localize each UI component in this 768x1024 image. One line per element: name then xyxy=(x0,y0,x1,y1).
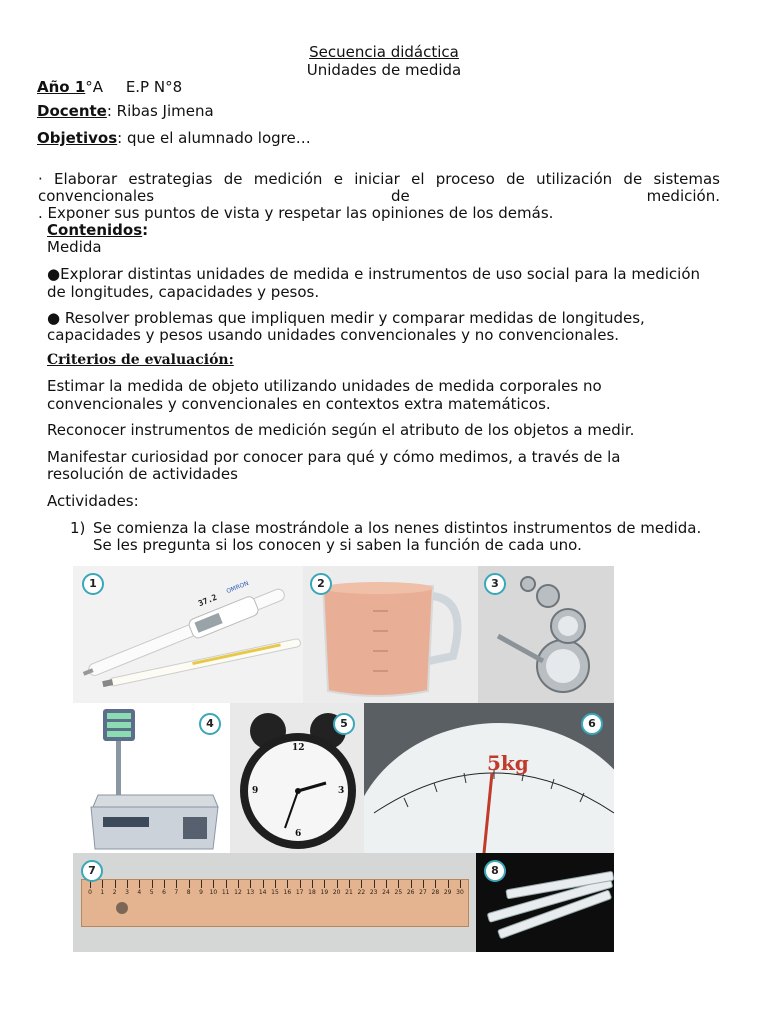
ruler-number: 12 xyxy=(234,889,242,896)
ruler-tick xyxy=(152,880,153,888)
ruler-tick xyxy=(398,880,399,888)
ruler-tick xyxy=(176,880,177,888)
ruler-tick xyxy=(300,880,301,888)
activities-heading: Actividades: xyxy=(47,492,139,510)
thermometer-illustration xyxy=(73,566,303,703)
ruler-number: 22 xyxy=(357,889,366,896)
instruments-collage xyxy=(73,566,614,952)
ruler-tick xyxy=(201,880,202,888)
contents-bullet-1a: ●Explorar distintas unidades de medida e instrumentos de uso social para la medición xyxy=(47,265,701,283)
ruler xyxy=(81,879,469,927)
ruler-tick xyxy=(250,880,251,888)
ruler-number: 7 xyxy=(174,889,179,896)
photo-dial-scale xyxy=(364,703,614,853)
ruler-number: 8 xyxy=(186,889,191,896)
ruler-tick xyxy=(115,880,116,888)
objective-2: . Exponer sus puntos de vista y respetar las opiniones de los demás. xyxy=(38,204,554,222)
teacher-line xyxy=(37,102,214,120)
ruler-tick xyxy=(189,880,190,888)
ruler-number: 29 xyxy=(443,889,452,896)
activity-1-line2: Se les pregunta si los conocen y si saben la función de cada uno. xyxy=(93,536,582,554)
dial-scale-illustration xyxy=(364,703,614,853)
contents-bullet-2a: ● Resolver problemas que impliquen medir y comparar medidas de longitudes, xyxy=(47,309,645,327)
ruler-tick xyxy=(238,880,239,888)
thermometer-brand: OMRON xyxy=(225,579,250,596)
ruler-tick xyxy=(374,880,375,888)
ruler-tick xyxy=(435,880,436,888)
teacher-label: Docente xyxy=(37,102,107,120)
objectives-label: Objetivos xyxy=(37,129,118,147)
doc-title: Secuencia didáctica xyxy=(309,43,459,61)
photo-digital-scale xyxy=(73,703,230,853)
ruler-number: 0 xyxy=(88,889,92,896)
photo-measuring-spoons xyxy=(478,566,614,703)
ruler-number: 21 xyxy=(345,889,353,896)
ruler-tick xyxy=(102,880,103,888)
ruler-tick xyxy=(226,880,227,888)
ruler-tick xyxy=(423,880,424,888)
contents-bullet-2b: capacidades y pesos usando unidades convencionales y no convencionales. xyxy=(47,326,620,344)
school-name: E.P N°8 xyxy=(125,78,183,96)
ruler-number: 2 xyxy=(112,889,117,896)
year-label: Año 1 xyxy=(37,78,86,96)
ruler-number: 14 xyxy=(258,889,267,896)
ruler-number: 27 xyxy=(419,889,427,896)
badge-1: 1 xyxy=(82,573,104,595)
ruler-number: 19 xyxy=(320,889,329,896)
year-line xyxy=(37,78,182,96)
badge-8: 8 xyxy=(484,860,506,882)
ruler-tick xyxy=(386,880,387,888)
dial-unit-label: 5kg xyxy=(487,751,529,775)
contents-topic: Medida xyxy=(47,238,102,256)
ruler-tick xyxy=(460,880,461,888)
ruler-number: 5 xyxy=(149,889,154,896)
clock-face-numbers: 12 3 6 9 xyxy=(252,743,345,839)
ruler-number: 3 xyxy=(125,889,129,896)
ruler-tick xyxy=(448,880,449,888)
criteria-3b: resolución de actividades xyxy=(47,465,238,483)
ruler-number: 20 xyxy=(332,889,341,896)
ruler-number: 13 xyxy=(246,889,255,896)
photo-measuring-tape xyxy=(476,853,614,952)
ruler-number: 26 xyxy=(406,889,415,896)
photo-ruler xyxy=(73,853,476,952)
ruler-tick xyxy=(287,880,288,888)
ruler-tick xyxy=(349,880,350,888)
ruler-tick xyxy=(312,880,313,888)
objective-1-line1: · Elaborar estrategias de medición e iniciar el proceso de utilización de sistemas xyxy=(38,170,720,188)
ruler-number: 11 xyxy=(221,889,230,896)
photo-alarm-clock xyxy=(230,703,364,853)
ruler-number: 23 xyxy=(369,889,378,896)
ruler-number: 16 xyxy=(283,889,292,896)
thermometer-display: 37.2 xyxy=(197,592,219,609)
badge-4: 4 xyxy=(199,713,221,735)
photo-thermometers xyxy=(73,566,303,703)
ruler-number: 24 xyxy=(382,889,390,896)
badge-3: 3 xyxy=(484,573,506,595)
ruler-tick xyxy=(411,880,412,888)
ruler-number: 4 xyxy=(137,889,142,896)
ruler-number: 17 xyxy=(295,889,304,896)
criteria-3a: Manifestar curiosidad por conocer para qué y cómo medimos, a través de la xyxy=(47,448,621,466)
ruler-number: 30 xyxy=(456,889,464,896)
doc-subtitle: Unidades de medida xyxy=(306,61,462,79)
objectives-line xyxy=(37,129,311,147)
ruler-tick xyxy=(324,880,325,888)
objective-1-line2: convencionales de medición. xyxy=(38,187,720,205)
ruler-tick xyxy=(361,880,362,888)
contents-heading: Contenidos: xyxy=(47,221,149,239)
activity-1-line1: Se comienza la clase mostrándole a los nenes distintos instrumentos de medida. xyxy=(93,519,702,537)
criteria-heading: Criterios de evaluación: xyxy=(47,352,234,368)
ruler-number: 1 xyxy=(100,889,105,896)
ruler-tick xyxy=(139,880,140,888)
ruler-number: 28 xyxy=(431,889,440,896)
teacher-name: : Ribas Jimena xyxy=(106,102,214,120)
ruler-ticks xyxy=(88,880,464,906)
criteria-1b: convencionales y convencionales en contextos extra matemáticos. xyxy=(47,395,551,413)
ruler-tick xyxy=(164,880,165,888)
ruler-hole xyxy=(116,902,128,914)
badge-6: 6 xyxy=(581,713,603,735)
ruler-tick xyxy=(263,880,264,888)
ruler-number: 9 xyxy=(199,889,203,896)
criteria-2: Reconocer instrumentos de medición según el atributo de los objetos a medir. xyxy=(47,421,635,439)
objectives-intro: : que el alumnado logre… xyxy=(117,129,311,147)
ruler-number: 25 xyxy=(394,889,403,896)
ruler-tick xyxy=(275,880,276,888)
ruler-number: 6 xyxy=(162,889,166,896)
ruler-tick xyxy=(213,880,214,888)
ruler-number: 10 xyxy=(209,889,218,896)
ruler-number: 18 xyxy=(308,889,316,896)
badge-7: 7 xyxy=(81,860,103,882)
ruler-number: 15 xyxy=(271,889,279,896)
contents-bullet-1b: de longitudes, capacidades y pesos. xyxy=(47,283,320,301)
photo-measuring-jug xyxy=(303,566,478,703)
year-value: °A xyxy=(85,78,104,96)
badge-2: 2 xyxy=(310,573,332,595)
ruler-tick xyxy=(337,880,338,888)
activity-1-number: 1) xyxy=(70,519,86,537)
badge-5: 5 xyxy=(333,713,355,735)
criteria-1a: Estimar la medida de objeto utilizando unidades de medida corporales no xyxy=(47,377,602,395)
ruler-tick xyxy=(127,880,128,888)
